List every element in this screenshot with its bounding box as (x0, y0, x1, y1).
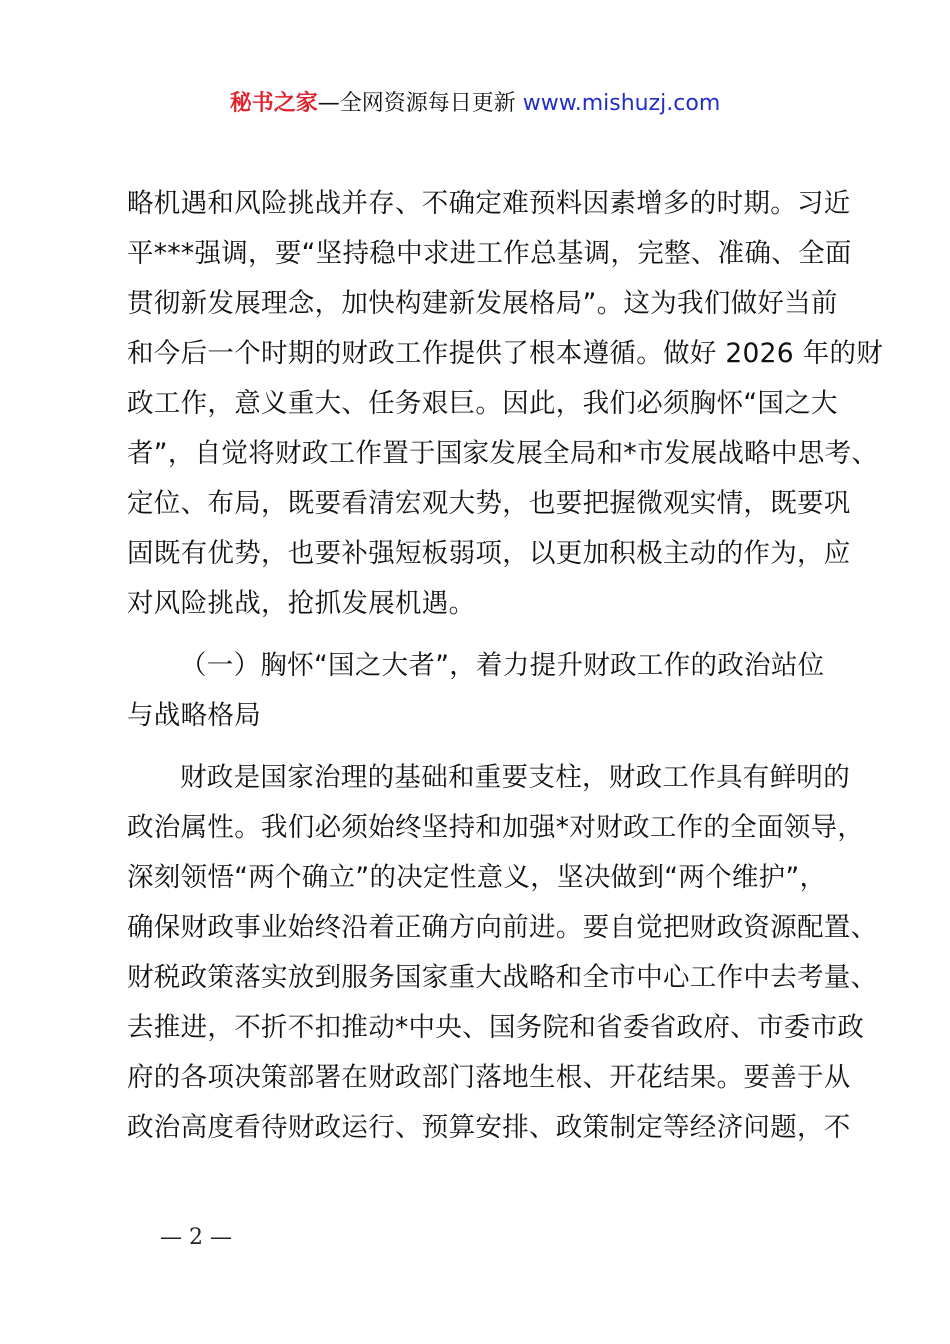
text-line: 财政是国家治理的基础和重要支柱，财政工作具有鲜明的 (180, 762, 850, 793)
text-line: 府的各项决策部署在财政部门落地生根、开花结果。要善于从 (127, 1062, 851, 1093)
heading-line: 与战略格局 (127, 700, 261, 731)
page-number: — 2 — (160, 1225, 232, 1250)
paragraph-continuation (127, 179, 884, 629)
paragraph (127, 753, 878, 1153)
header-url-link[interactable]: www.mishuzj.com (522, 91, 721, 116)
text-line: 固既有优势，也要补强短板弱项，以更加积极主动的作为，应 (127, 538, 851, 569)
text-line: 深刻领悟“两个确立”的决定性意义，坚决做到“两个维护”， (127, 862, 827, 893)
header-brand: 秘书之家 (229, 91, 318, 116)
text-line: 政工作，意义重大、任务艰巨。因此，我们必须胸怀“国之大 (127, 388, 838, 419)
text-line: 确保财政事业始终沿着正确方向前进。要自觉把财政资源配置、 (127, 912, 878, 943)
text-line: 和今后一个时期的财政工作提供了根本遵循。做好 2026 年的财 (127, 338, 884, 369)
text-line: 定位、布局，既要看清宏观大势，也要把握微观实情，既要巩 (127, 488, 851, 519)
header-slogan: —全网资源每日更新 (317, 91, 523, 116)
heading-line: （一）胸怀“国之大者”，着力提升财政工作的政治站位 (180, 650, 825, 681)
text-line: 财税政策落实放到服务国家重大战略和全市中心工作中去考量、 (127, 962, 878, 993)
text-line: 去推进，不折不扣推动*中央、国务院和省委省政府、市委市政 (127, 1012, 865, 1043)
document-body (127, 179, 884, 1153)
section-heading (127, 641, 839, 741)
text-line: 政治属性。我们必须始终坚持和加强*对财政工作的全面领导， (127, 812, 865, 843)
text-line: 平***强调，要“坚持稳中求进工作总基调，完整、准确、全面 (127, 238, 852, 269)
text-line: 政治高度看待财政运行、预算安排、政策制定等经济问题，不 (127, 1112, 851, 1143)
text-line: 对风险挑战，抢抓发展机遇。 (127, 588, 476, 619)
text-line: 略机遇和风险挑战并存、不确定难预料因素增多的时期。习近 (127, 188, 851, 219)
text-line: 者”，自觉将财政工作置于国家发展全局和*市发展战略中思考、 (127, 438, 879, 469)
site-header (0, 88, 950, 120)
text-line: 贯彻新发展理念，加快构建新发展格局”。这为我们做好当前 (127, 288, 838, 319)
